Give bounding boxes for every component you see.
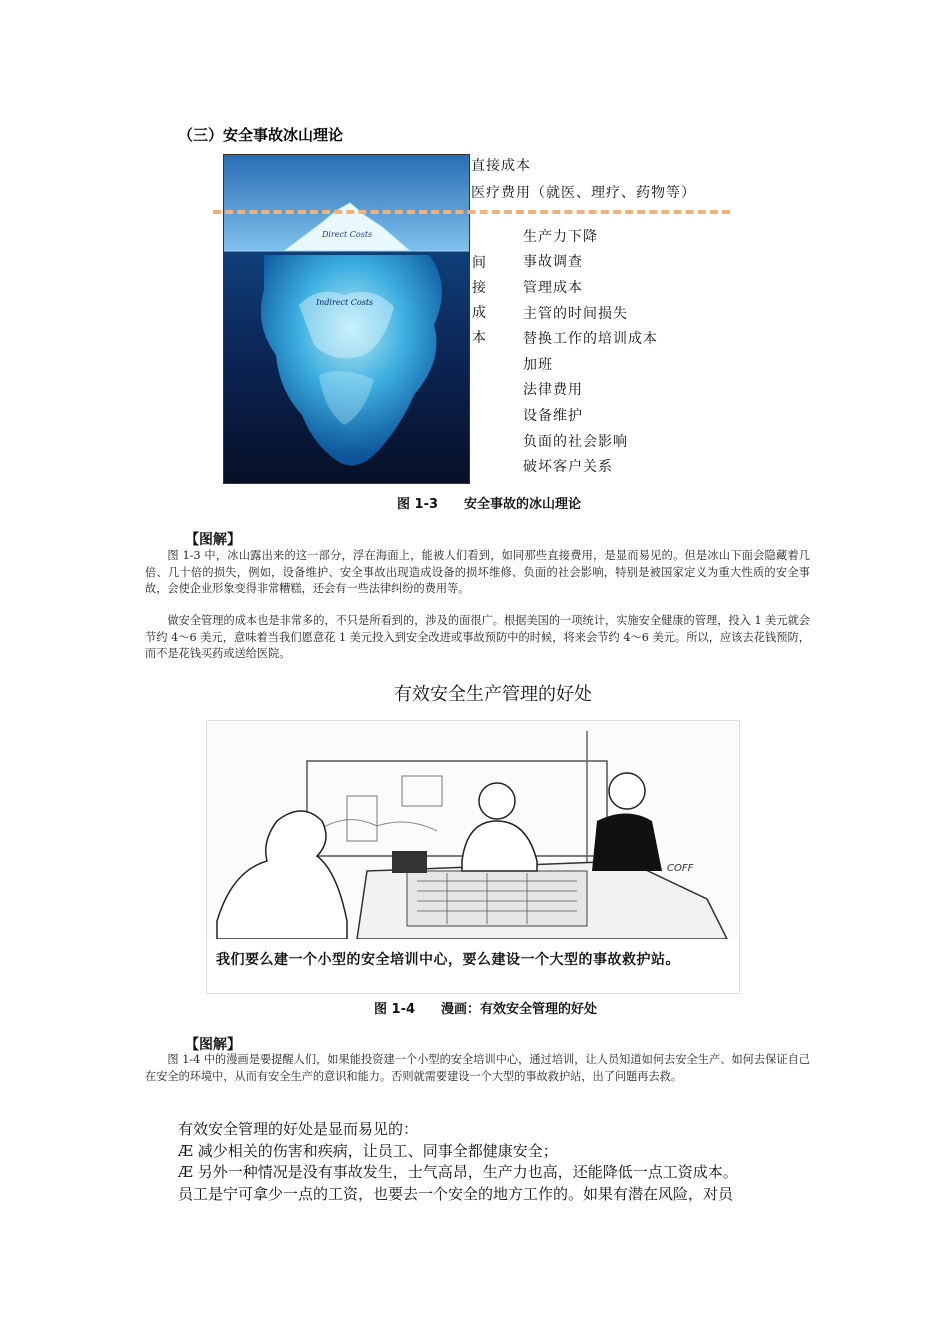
indirect-costs-char: 接: [472, 280, 486, 296]
body-line: Æ 减少相关的伤害和疾病，让员工、同事全都健康安全；: [178, 1141, 558, 1160]
indirect-cost-item: 生产力下降: [523, 229, 598, 245]
indirect-cost-item: 负面的社会影响: [523, 434, 628, 450]
figure-1-3-caption: [397, 493, 581, 512]
body-line: 有效安全管理的好处是显而易见的：: [178, 1120, 419, 1138]
indirect-costs-char: 间: [472, 255, 486, 271]
indirect-costs-char: 本: [472, 330, 486, 346]
iceberg-image: [223, 154, 470, 484]
paragraph: 做安全管理的成本也是非常多的，不只是所看到的，涉及的面很广。根据美国的一项统计，实施安全健康的管理，投入 1 美元就会节约 4～6 美元，意味着当我们愿意花 1 美元投入到安全改进或事故预防中的时候，将来会节约 4～6 美元。所以，应该去花钱预防，而不是花钱买药或送给医院。: [145, 614, 810, 661]
cartoon-speech-caption: 我们要么建一个小型的安全培训中心，要么建设一个大型的事故救护站。: [216, 952, 680, 968]
direct-costs-item: 医疗费用（就医、理疗、药物等）: [471, 185, 696, 201]
indirect-cost-item: 主管的时间损失: [523, 306, 628, 322]
waterline-dashed: [213, 210, 730, 214]
indirect-costs-char: 成: [472, 305, 486, 321]
figure-1-4-caption: [374, 998, 597, 1017]
figure-title: 安全事故的冰山理论: [464, 497, 582, 512]
body-text: [178, 1119, 818, 1205]
indirect-costs-label-en: Indirect Costs: [316, 298, 374, 307]
indirect-cost-item: 设备维护: [523, 408, 583, 424]
indirect-cost-item: 破坏客户关系: [523, 459, 613, 475]
cartoon-signature: COFF: [667, 863, 694, 874]
indirect-cost-item: 事故调查: [523, 254, 583, 270]
indirect-cost-item: 法律费用: [523, 382, 583, 398]
paragraph: 图 1-3 中，冰山露出来的这一部分，浮在海面上，能被人们看到，如同那些直接费用，是显而易见的。但是冰山下面会隐藏着几倍、几十倍的损失，例如，设备维护、安全事故出现造成设备的损坏维修、负面的社会影响，特别是被国家定义为重大性质的安全事故，会使企业形象变得非常糟糕，还会有一些法律纠纷的费用等。: [145, 549, 810, 596]
direct-costs-title: 直接成本: [471, 158, 531, 174]
cartoon-illustration: [207, 721, 739, 939]
section-title: （三）安全事故冰山理论: [178, 126, 344, 144]
center-heading: 有效安全生产管理的好处: [394, 684, 592, 705]
paragraph: 图 1-4 中的漫画是要提醒人们，如果能投资建一个小型的安全培训中心，通过培训，让人员知道如何去安全生产、如何去保证自己在安全的环境中，从而有安全生产的意识和能力。否则就需要建设一个大型的事故救护站，出了问题再去救。: [145, 1053, 810, 1083]
iceberg-illustration: [224, 155, 469, 483]
indirect-cost-item: 管理成本: [523, 280, 583, 296]
body-line: Æ 另外一种情况是没有事故发生，士气高昂，生产力也高，还能降低一点工资成本。: [178, 1163, 738, 1181]
indirect-cost-item: 加班: [523, 357, 553, 373]
explain-label: 【图解】: [185, 532, 241, 548]
indirect-cost-item: 替换工作的培训成本: [523, 331, 658, 347]
direct-costs-label-en: Direct Costs: [322, 230, 373, 239]
figure-number: 图 1-4: [374, 1002, 416, 1017]
body-line: 员工是宁可拿少一点的工资，也要去一个安全的地方工作的。如果有潜在风险，对员: [178, 1184, 734, 1203]
figure-number: 图 1-3: [397, 497, 439, 512]
explain-label: 【图解】: [185, 1037, 241, 1053]
figure-title: 漫画：有效安全管理的好处: [441, 1002, 598, 1017]
